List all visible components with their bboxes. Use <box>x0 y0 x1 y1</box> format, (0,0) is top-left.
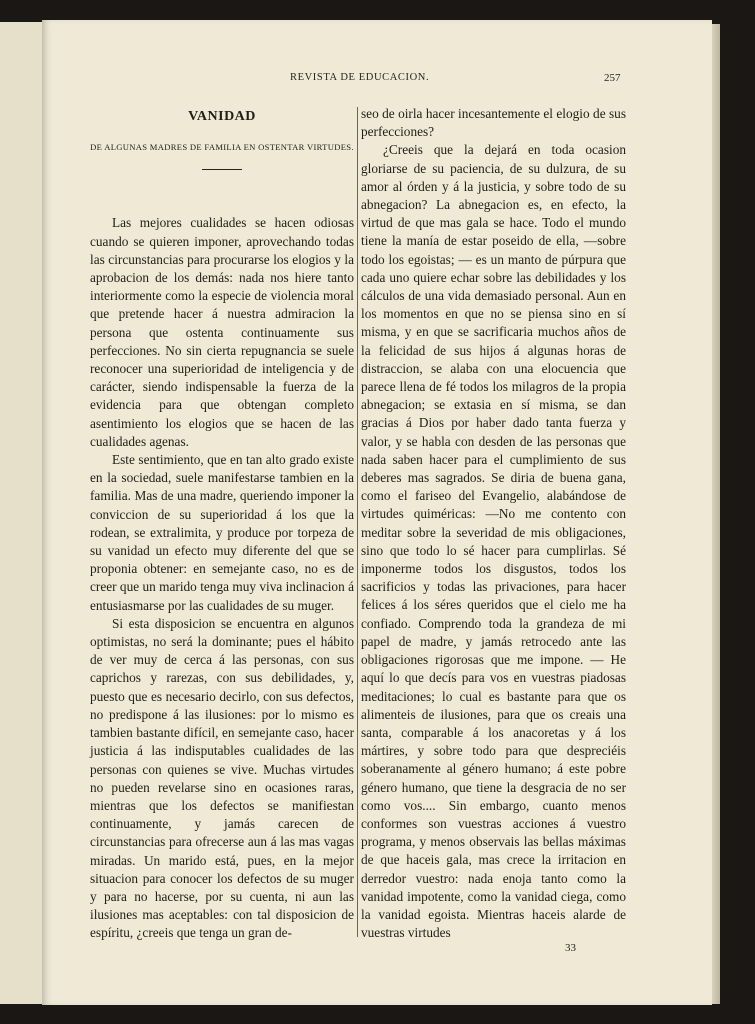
running-header: REVISTA DE EDUCACION. <box>290 72 430 83</box>
paragraph: Las mejores cualidades se hacen odiosas cuando se quieren imponer, aprovechando todas las circunstancias para procurarse los elogios y la aprobacion de los demás: nada nos hiere tanto interiormente como la especie de violencia moral que pretende hacer á nuestra admiracion la persona que ostenta continuamente sus perfecciones. No sin cierta repugnancia se suele reconocer una superioridad de inteligencia y de carácter, siendo indispensable la fuerza de la evidencia para que obtengan completo asentimiento los elogios que se hacen de las cualidades agenas. <box>90 215 354 449</box>
paragraph: ¿Creeis que la dejará en toda ocasion gloriarse de su paciencia, de su dulzura, de su amor al órden y á la justicia, y sobre todo de su abnegacion? La abnegacion es, en efecto, la virtud de que mas gala se hace. Todo el mundo tiene la manía de estar poseido de ella, —sobre todo los egoistas; — es un manto de púrpura que cada uno quiere echar sobre las debilidades y los cálculos de una vida demasiado personal. Aun en los momentos en que no se piensa sino en sí misma, y en que se sacrificaria muchos años de la felicidad de sus hijos á algunas horas de distraccion, se alaba con una elocuencia que parece llena de fé todos los milagros de la propia abnegacion; se extasia en sí misma, se dan gracias á Dios por haber dado tanta fuerza y valor, y se habla con desden de las personas que nada saben hacer para el cumplimiento de sus deberes mas sagrados. Se diria de buena gana, como el fariseo del Evangelio, alabándose de virtudes quiméricas: —No me contento con meditar sobre la severidad de mis obligaciones, sino que todo lo sé hacer para cumplirlas. Sé imponerme todos los disgustos, todos los sacrificios y todas las privaciones, para hacer felices á los séres queridos que el cielo me ha confiado. Comprendo toda la grandeza de mi papel de madre, y jamás retrocedo ante las obligaciones rigorosas que me impone. — He aquí lo que decís para vos en vuestras piadosas meditaciones; lo cual es bastante para que os alimenteis de ilusiones, para que os creais una santa, comparable á los anacoretas y á los mártires, y sobre todo para que despreciéis soberanamente al género humano; á este pobre género humano, que tiene la desgracia de no ser como vos.... Sin embargo, cuanto menos conformes son vuestras acciones á vuestro programa, y menos observais las bellas máximas de que haceis gala, mas crece la irritacion en derredor vuestro: nada enoja tanto como la vanidad impotente, como la vanidad ciega, como la vanidad egoista. Mientras haceis alarde de vuestras virtudes <box>361 142 626 941</box>
page-number: 257 <box>604 72 621 84</box>
article-subtitle: DE ALGUNAS MADRES DE FAMILIA EN OSTENTAR VIRTUDES. <box>90 142 354 153</box>
signature-mark: 33 <box>565 942 576 954</box>
right-column <box>361 105 626 942</box>
column-divider <box>357 107 358 937</box>
facing-page-edge <box>0 22 43 1004</box>
page-edge <box>712 24 720 1004</box>
article-title: VANIDAD <box>188 109 256 124</box>
title-rule <box>202 169 242 170</box>
left-column <box>90 105 354 943</box>
paragraph: Si esta disposicion se encuentra en algunos optimistas, no será la dominante; pues el hábito de ver muy de cerca á las personas, con sus caprichos y rarezas, con sus debilidades, y, puesto que es necesario decirlo, con sus defectos, no predispone á las ilusiones: por lo mismo es tambien bastante difícil, en semejante caso, hacer justicia á las indisputables cualidades de las personas con quienes se vive. Muchas virtudes no pueden revelarse sino en ocasiones raras, mientras que los defectos se manifiestan continuamente, y jamás carecen de circunstancias para ofrecerse aun á las mas vagas miradas. Un marido está, pues, en la mejor situacion para conocer los defectos de su muger y para no hacerse, por su cuenta, ni aun las ilusiones mas aceptables: con tal disposicion de espíritu, ¿creeis que tenga un gran de- <box>90 615 354 941</box>
paragraph: seo de oirla hacer incesantemente el elogio de sus perfecciones? <box>361 106 626 140</box>
paragraph: Este sentimiento, que en tan alto grado existe en la sociedad, suele manifestarse tambien en la familia. Mas de una madre, queriendo imponer la conviccion de su superioridad á los que la rodean, se extralimita, y produce por torpeza de su vanidad un efecto muy diferente del que se proponia obtener: en semejante caso, no es de creer que un marido tenga muy viva inclinacion á entusiasmarse por las cualidades de su muger. <box>90 452 354 613</box>
